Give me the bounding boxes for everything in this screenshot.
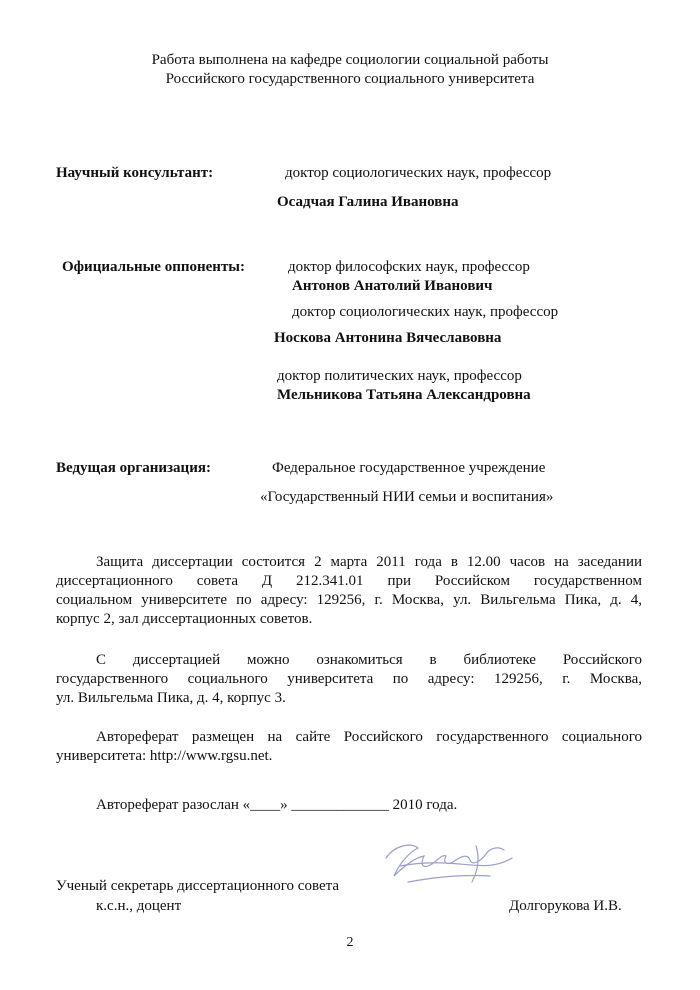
defense-line: социальном университете по адресу: 129256, г. Москва, ул. Вильгельма Пика, д. 4, — [56, 592, 642, 608]
defense-line: корпус 2, зал диссертационных советов. — [56, 611, 313, 627]
opponent-2-degree: доктор социологических наук, профессор — [292, 304, 559, 320]
library-line: государственного социального университета по адресу: 129256, г. Москва, — [56, 671, 642, 687]
defense-line: Защита диссертации состоится 2 марта 2011 года в 12.00 часов на заседании — [96, 554, 642, 570]
library-line: С диссертацией можно ознакомиться в библиотеке Российского — [96, 652, 642, 668]
handwritten-signature — [380, 836, 520, 892]
consultant-name: Осадчая Галина Ивановна — [277, 194, 459, 210]
opponents-label: Официальные оппоненты: — [62, 259, 246, 275]
opponent-3-name: Мельникова Татьяна Александровна — [277, 387, 531, 403]
sent-line: Автореферат разослан «____» _____________ 2010 года. — [96, 797, 458, 813]
defense-line: диссертационного совета Д 212.341.01 при Российском государственном — [56, 573, 642, 589]
header-line-2: Российского государственного социального университета — [165, 71, 535, 87]
website-line: университета: http://www.rgsu.net. — [56, 748, 273, 764]
page-number: 2 — [346, 935, 354, 950]
opponent-1-degree: доктор философских наук, профессор — [288, 259, 530, 275]
opponent-1-name: Антонов Анатолий Иванович — [292, 278, 493, 294]
library-paragraph — [56, 651, 642, 708]
library-line: ул. Вильгельма Пика, д. 4, корпус 3. — [56, 690, 286, 706]
secretary-title: Ученый секретарь диссертационного совета — [56, 878, 339, 894]
opponent-2-name: Носкова Антонина Вячеславовна — [274, 330, 502, 346]
header-line-1: Работа выполнена на кафедре социологии социальной работы — [151, 52, 549, 68]
leading-org-line-1: Федеральное государственное учреждение — [272, 460, 546, 476]
leading-org-line-2: «Государственный НИИ семьи и воспитания» — [260, 489, 554, 505]
secretary-name: Долгорукова И.В. — [509, 898, 622, 914]
secretary-degree: к.с.н., доцент — [96, 898, 182, 914]
opponent-3-degree: доктор политических наук, профессор — [277, 368, 522, 384]
consultant-degree: доктор социологических наук, профессор — [285, 165, 552, 181]
website-line: Автореферат размещен на сайте Российского государственного социального — [96, 729, 642, 745]
defense-paragraph — [56, 553, 642, 629]
leading-org-label: Ведущая организация: — [56, 460, 211, 476]
website-paragraph — [56, 728, 642, 766]
consultant-label: Научный консультант: — [56, 165, 214, 181]
